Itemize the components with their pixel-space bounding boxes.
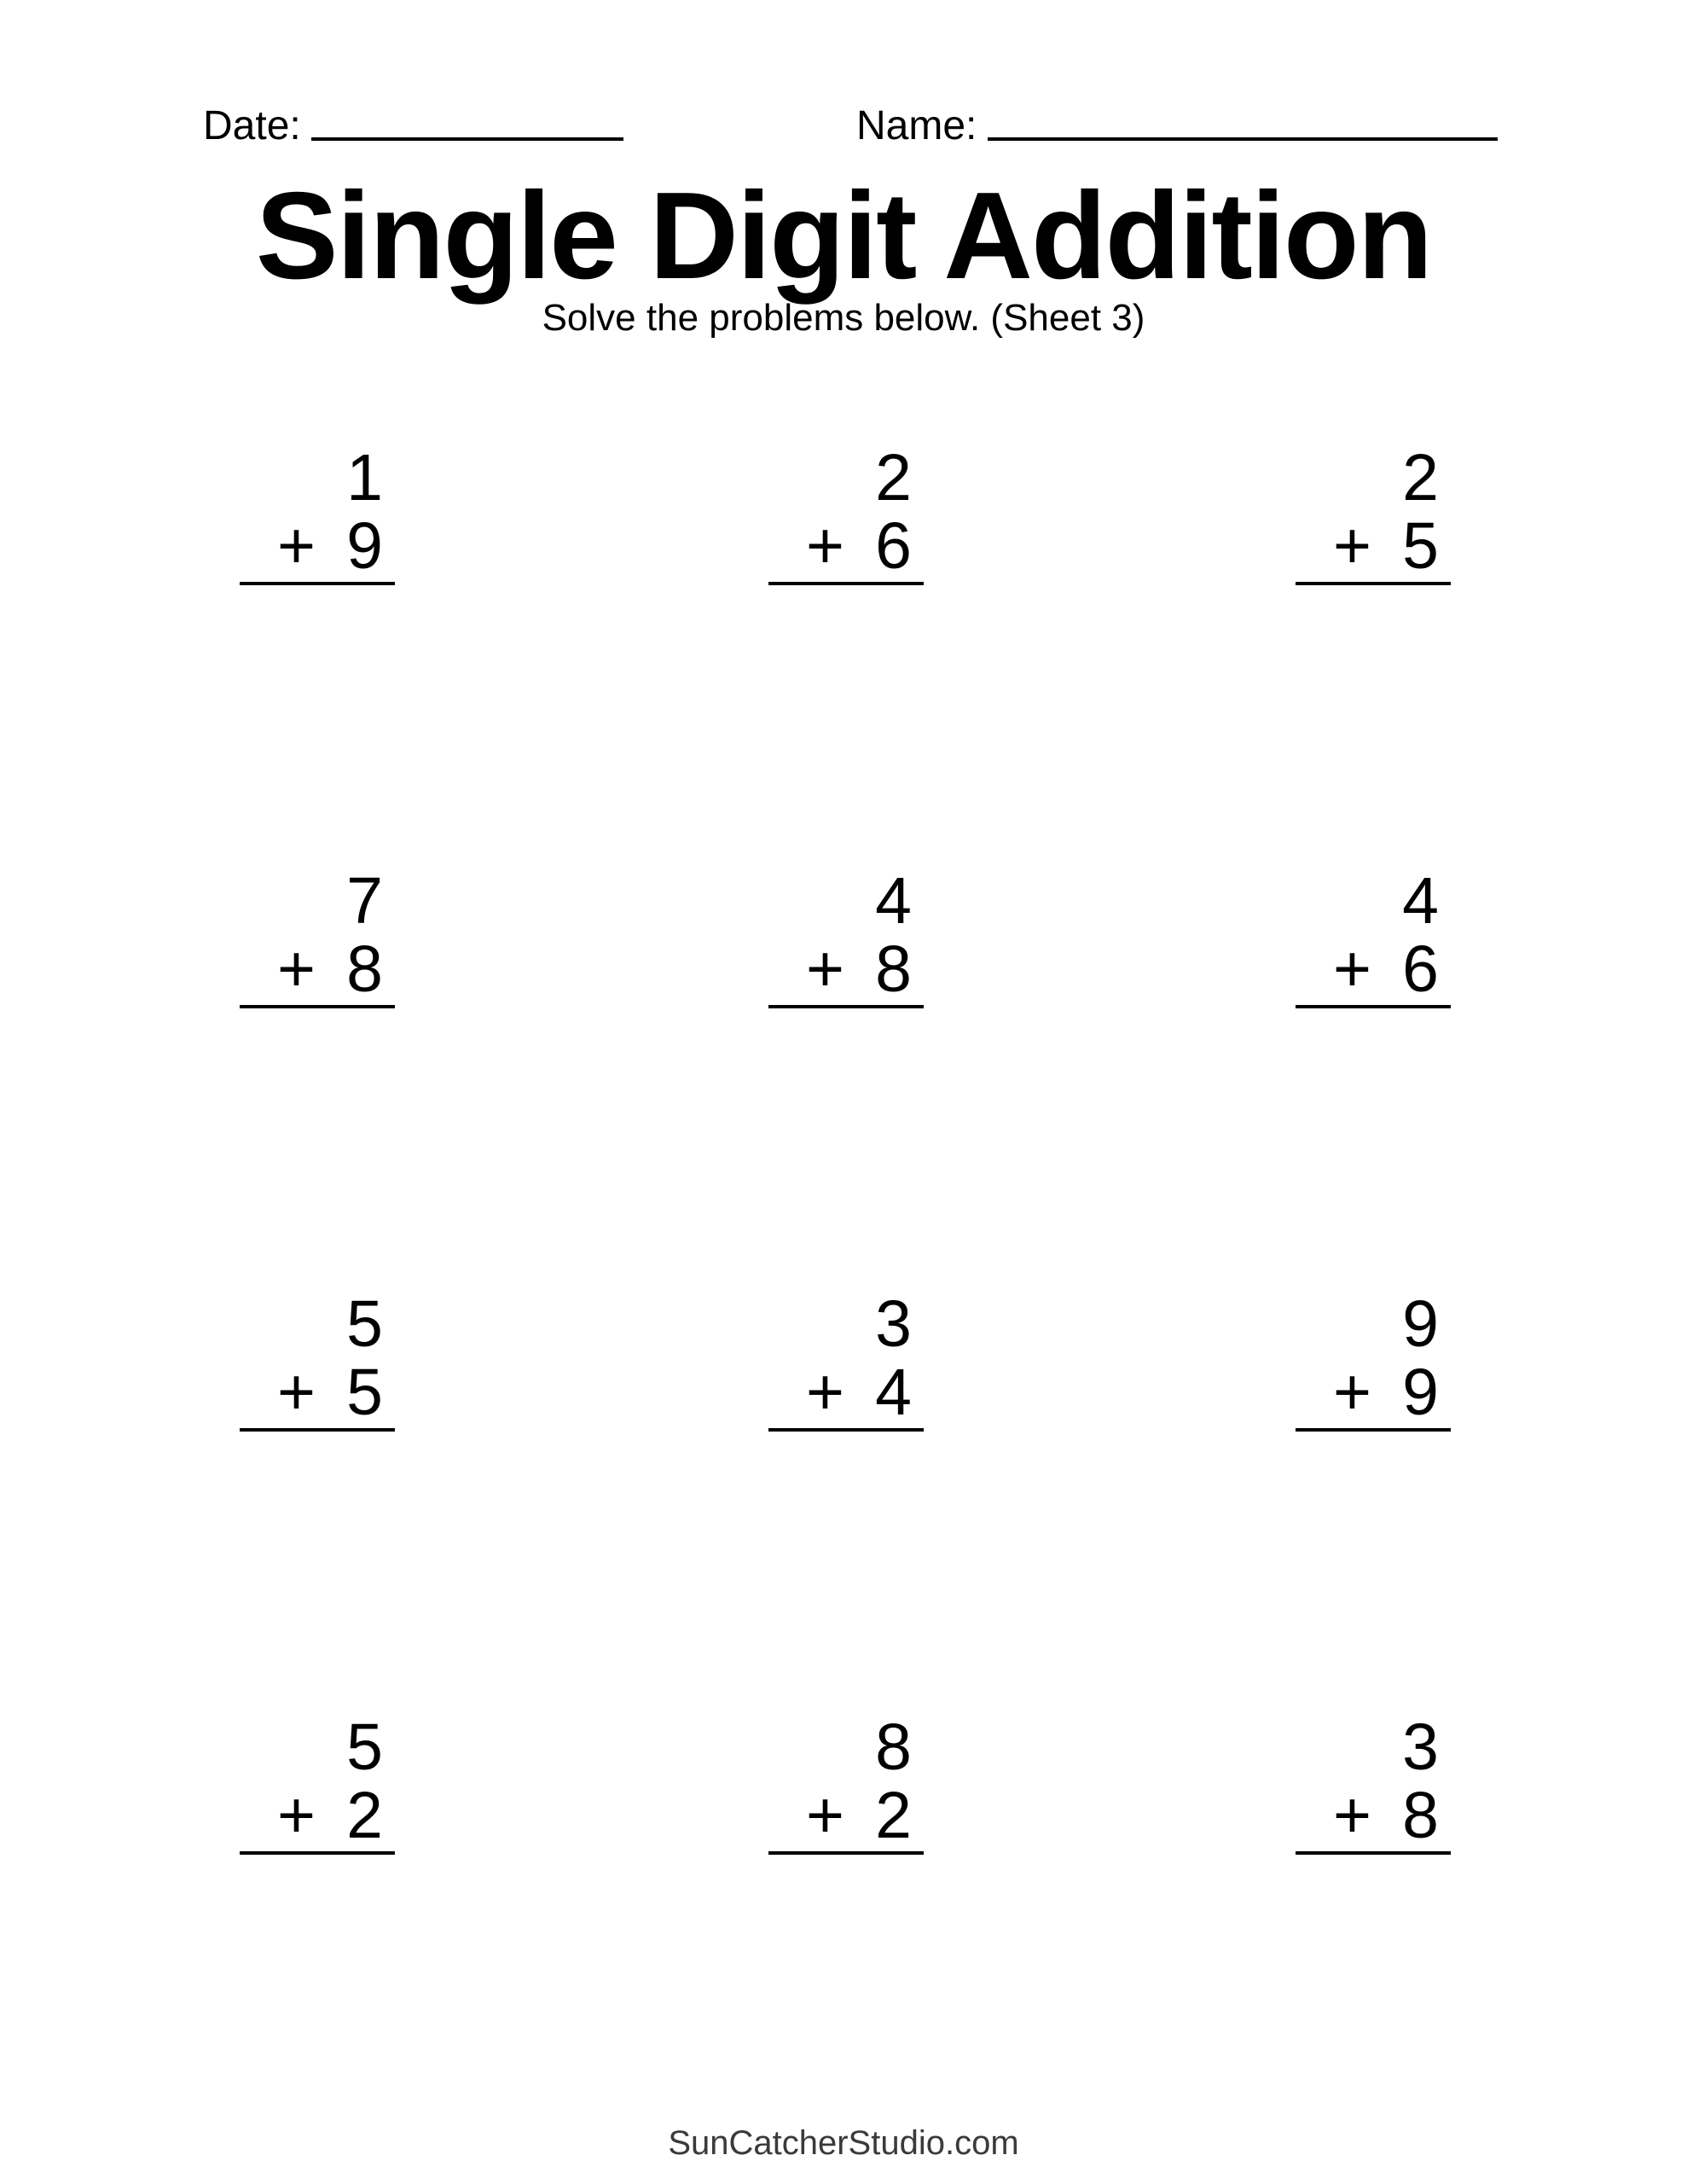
plus-operator: + (277, 1356, 316, 1429)
addend-bottom: 5 (1402, 509, 1439, 583)
addend-bottom: 8 (346, 932, 383, 1006)
addend-top: 4 (1402, 864, 1439, 938)
name-fill-line[interactable] (988, 137, 1498, 141)
plus-operator: + (277, 932, 316, 1006)
addend-top: 2 (1402, 441, 1439, 514)
date-label: Date: (203, 103, 301, 148)
addition-problem-2 (768, 441, 924, 585)
plus-operator: + (1333, 932, 1371, 1006)
addend-top: 9 (1402, 1287, 1439, 1361)
addition-problem-6 (1296, 864, 1451, 1008)
addend-top: 3 (1402, 1711, 1439, 1784)
plus-operator: + (806, 1779, 844, 1852)
plus-operator: + (1333, 509, 1371, 583)
addition-problem-4 (240, 864, 395, 1008)
plus-operator: + (1333, 1356, 1371, 1429)
plus-operator: + (277, 509, 316, 583)
addition-problem-11 (768, 1713, 924, 1855)
footer-site-credit: SunCatcherStudio.com (668, 2124, 1019, 2162)
addend-bottom: 2 (346, 1779, 383, 1852)
worksheet-title: Single Digit Addition (255, 166, 1432, 305)
addend-bottom: 5 (346, 1356, 383, 1429)
addition-problem-8 (768, 1287, 924, 1432)
plus-operator: + (806, 509, 844, 583)
plus-operator: + (1333, 1779, 1371, 1852)
date-fill-line[interactable] (311, 137, 623, 141)
addend-top: 5 (346, 1711, 383, 1784)
addition-problem-1 (240, 441, 395, 585)
addend-top: 8 (875, 1711, 912, 1784)
addend-bottom: 9 (346, 509, 383, 583)
addend-bottom: 9 (1402, 1356, 1439, 1429)
addend-top: 7 (346, 864, 383, 938)
addition-problem-3 (1296, 441, 1451, 585)
addend-top: 2 (875, 441, 912, 514)
addition-problem-10 (240, 1713, 395, 1855)
addend-bottom: 2 (875, 1779, 912, 1852)
addend-bottom: 6 (875, 509, 912, 583)
addend-bottom: 8 (875, 932, 912, 1006)
addition-problem-12 (1296, 1713, 1451, 1855)
plus-operator: + (806, 932, 844, 1006)
name-label: Name: (856, 103, 977, 148)
addend-top: 1 (346, 441, 383, 514)
addition-problem-7 (240, 1287, 395, 1432)
plus-operator: + (806, 1356, 844, 1429)
addend-bottom: 4 (875, 1356, 912, 1429)
addend-bottom: 6 (1402, 932, 1439, 1006)
addend-bottom: 8 (1402, 1779, 1439, 1852)
addition-problem-9 (1296, 1287, 1451, 1432)
addition-problem-5 (768, 864, 924, 1008)
worksheet-subtitle: Solve the problems below. (Sheet 3) (542, 297, 1145, 339)
addend-top: 5 (346, 1287, 383, 1361)
addend-top: 4 (875, 864, 912, 938)
plus-operator: + (277, 1779, 316, 1852)
addend-top: 3 (875, 1287, 912, 1361)
